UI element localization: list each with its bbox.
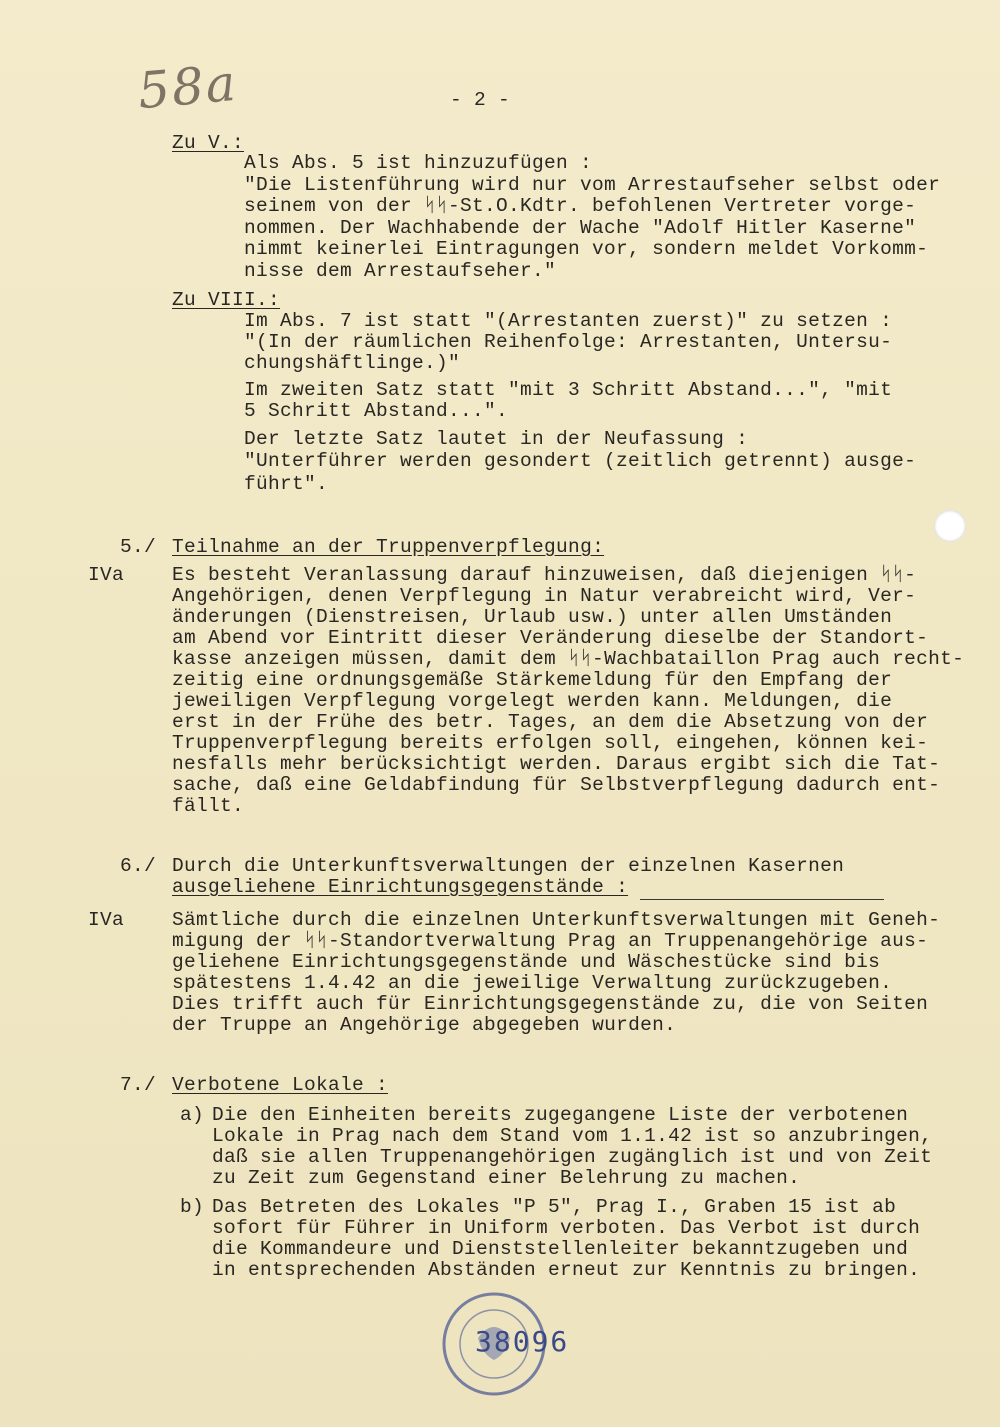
section-zu-viii-heading: Zu VIII.:: [172, 289, 281, 311]
text-line: fällt.: [172, 795, 245, 817]
text-line: die Kommandeure und Dienststellenleiter bekanntzugeben und: [212, 1238, 909, 1260]
stamp-number: 38096: [475, 1325, 570, 1358]
text-line: Der letzte Satz lautet in der Neufassung :: [244, 428, 749, 450]
page-number: - 2 -: [450, 89, 511, 111]
text-line: Als Abs. 5 ist hinzuzufügen :: [244, 152, 593, 174]
text-line: zu Zeit zum Gegenstand einer Belehrung zu machen.: [212, 1167, 801, 1189]
text-line: 5 Schritt Abstand...".: [244, 400, 509, 422]
item-5-heading: Teilnahme an der Truppenverpflegung:: [172, 536, 605, 558]
text-line: nesfalls mehr berücksichtigt werden. Daraus ergibt sich die Tat-: [172, 753, 941, 775]
item-5-margin-note: IVa: [88, 564, 125, 586]
text-line: seinem von der ᛋᛋ-St.O.Kdtr. befohlenen Vertreter vorge-: [244, 195, 917, 217]
text-line: geliehene Einrichtungsgegenstände und Wäschestücke sind bis: [172, 951, 881, 973]
text-line: der Truppe an Angehörige abgegeben wurden.: [172, 1014, 677, 1036]
text-line: spätestens 1.4.42 an die jeweilige Verwaltung zurückzugeben.: [172, 972, 893, 994]
text-line: zeitig eine ordnungsgemäße Stärkemeldung für den Empfang der: [172, 669, 893, 691]
text-line: jeweiligen Verpflegung vorgelegt werden kann. Meldungen, die: [172, 690, 893, 712]
item-5-number: 5./: [120, 536, 157, 558]
text-line: am Abend vor Eintritt dieser Veränderung dieselbe der Standort-: [172, 627, 929, 649]
section-zu-v-heading: Zu V.:: [172, 132, 245, 154]
punch-hole: [934, 510, 966, 542]
text-line: migung der ᛋᛋ-Standortverwaltung Prag an Truppenangehörige aus-: [172, 930, 929, 952]
text-line: "Die Listenführung wird nur vom Arrestaufseher selbst oder: [244, 174, 941, 196]
text-line: Sämtliche durch die einzelnen Unterkunftsverwaltungen mit Geneh-: [172, 909, 941, 931]
text-line: Angehörigen, denen Verpflegung in Natur verabreicht wird, Ver-: [172, 585, 917, 607]
text-line: nisse dem Arrestaufseher.": [244, 260, 557, 282]
text-line: nimmt keinerlei Eintragungen vor, sondern meldet Vorkomm-: [244, 238, 929, 260]
text-line: Dies trifft auch für Einrichtungsgegenstände zu, die von Seiten: [172, 993, 929, 1015]
handwritten-note: 58a: [135, 53, 240, 121]
item-7-number: 7./: [120, 1074, 157, 1096]
text-line: "Unterführer werden gesondert (zeitlich getrennt) ausge-: [244, 450, 917, 472]
item-7b-label: b): [180, 1196, 205, 1218]
text-line: "(In der räumlichen Reihenfolge: Arrestanten, Untersu-: [244, 331, 893, 353]
text-line: führt".: [244, 473, 329, 495]
text-line: daß sie allen Truppenangehörigen zugänglich ist und von Zeit: [212, 1146, 933, 1168]
item-7-heading: Verbotene Lokale :: [172, 1074, 389, 1096]
text-line: Lokale in Prag nach dem Stand vom 1.1.42 ist so anzubringen,: [212, 1125, 933, 1147]
heading-rule: [640, 899, 884, 900]
text-line: Truppenverpflegung bereits erfolgen soll, eingehen, können kei-: [172, 732, 929, 754]
text-line: erst in der Frühe des betr. Tages, an dem die Absetzung von der: [172, 711, 929, 733]
text-line: sofort für Führer in Uniform verboten. Das Verbot ist durch: [212, 1217, 921, 1239]
item-7a-label: a): [180, 1104, 205, 1126]
item-6-heading-line-2: ausgeliehene Einrichtungsgegenstände :: [172, 876, 629, 898]
text-line: in entsprechenden Abständen erneut zur Kenntnis zu bringen.: [212, 1259, 921, 1281]
text-line: Das Betreten des Lokales "P 5", Prag I., Graben 15 ist ab: [212, 1196, 897, 1218]
text-line: Im zweiten Satz statt "mit 3 Schritt Abstand...", "mit: [244, 379, 893, 401]
text-line: nommen. Der Wachhabende der Wache "Adolf Hitler Kaserne": [244, 217, 917, 239]
text-line: Die den Einheiten bereits zugegangene Liste der verbotenen: [212, 1104, 909, 1126]
text-line: chungshäftlinge.)": [244, 352, 461, 374]
item-6-margin-note: IVa: [88, 909, 125, 931]
text-line: kasse anzeigen müssen, damit dem ᛋᛋ-Wachbataillon Prag auch recht-: [172, 648, 965, 670]
text-line: Im Abs. 7 ist statt "(Arrestanten zuerst)" zu setzen :: [244, 310, 893, 332]
text-line: sache, daß eine Geldabfindung für Selbstverpflegung dadurch ent-: [172, 774, 941, 796]
text-line: Es besteht Veranlassung darauf hinzuweisen, daß diejenigen ᛋᛋ-: [172, 564, 917, 586]
text-line: änderungen (Dienstreisen, Urlaub usw.) unter allen Umständen: [172, 606, 893, 628]
item-6-number: 6./: [120, 855, 157, 877]
item-6-heading-line-1: Durch die Unterkunftsverwaltungen der einzelnen Kasernen: [172, 855, 845, 877]
